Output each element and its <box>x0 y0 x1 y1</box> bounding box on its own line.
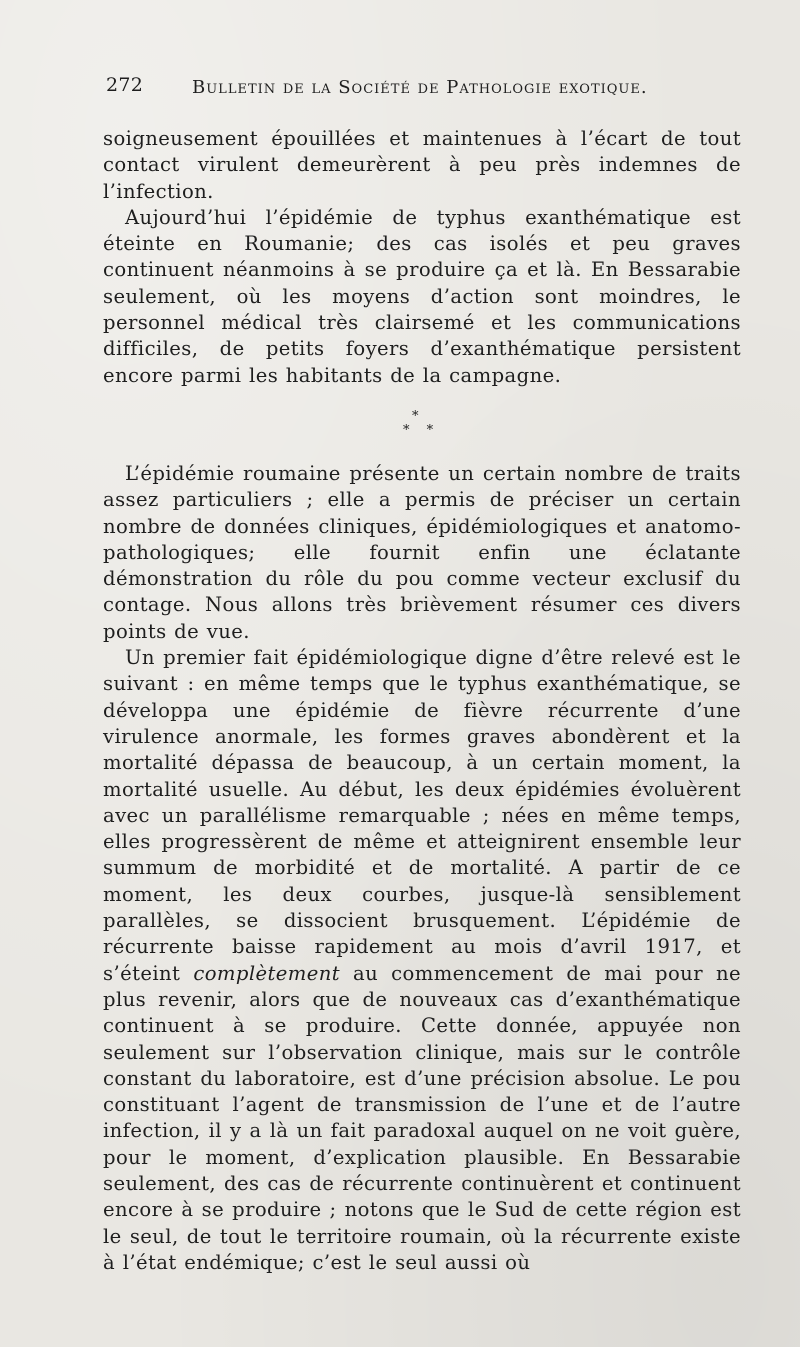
running-header <box>106 70 666 106</box>
paragraph-epidemic-status: Aujourd’hui l’épidémie de typhus exanthématique est éteinte en Roumanie; des cas isolés et peu graves continuent néanmoins à se produire ça et là. En Bessarabie seulement, où les moyens d’action sont moindres, le personnel médical très clairsemé et les communications difficiles, de petits foyers d’exanthématique persistent encore parmi les habitants de la campagne. <box>103 205 741 387</box>
paragraph-text-part-1: Un premier fait épidémiologique digne d’être relevé est le suivant : en même temps que le typhus exanthématique, se développa une épidémie de fièvre récurrente d’une virulence anormale, les formes graves abondèrent et la mortalité dépassa de beaucoup, à un certain moment, la mortalité usuelle. Au début, les deux épidémies évoluèrent avec un parallélisme remarquable ; nées en même temps, elles progressèrent de même et atteignirent ensemble leur summum de morbidité et de mortalité. A partir de ce moment, les deux courbes, jusque-là sensiblement parallèles, se dissocient brusquement. L’épidémie de récurrente baisse rapidement au mois d’avril 1917, et s’éteint <box>103 646 741 985</box>
paragraph-continuation: soigneusement épouillées et maintenues à l’écart de tout contact virulent demeurèrent à peu près indemnes de l’infection. <box>103 127 741 203</box>
body-text <box>103 126 741 1276</box>
paragraph-recurrent-fever <box>103 645 741 1276</box>
running-title: Bulletin de la Société de Pathologie exotique. <box>192 77 648 98</box>
section-separator <box>103 395 741 455</box>
asterism-top: * <box>412 408 419 424</box>
asterism-bottom: * * <box>403 422 440 438</box>
emphasis-completement: complètement <box>193 961 341 985</box>
paragraph-text-part-2: au commencement de mai pour ne plus revenir, alors que de nouveaux cas d’exanthématique continuent à se produire. Cette donnée, appuyée non seulement sur l’observation clinique, mais sur le contrôle constant du laboratoire, est d’une précision absolue. Le pou constituant l’agent de transmission de l’une et de l’autre infection, il y a là un fait paradoxal auquel on ne voit guère, pour le moment, d’explication plausible. En Bessarabie seulement, des cas de récurrente continuèrent et continuent encore à se produire ; notons que le Sud de cette région est le seul, de tout le territoire roumain, où la récurrente existe à l’état endémique; c’est le seul aussi où <box>103 961 741 1274</box>
paragraph-introduction: L’épidémie roumaine présente un certain nombre de traits assez particuliers ; elle a permis de préciser un certain nombre de données cliniques, épidémiologiques et anatomo-pathologiques; elle fournit enfin une éclatante démonstration du rôle du pou comme vecteur exclusif du contage. Nous allons très brièvement résumer ces divers points de vue. <box>103 461 741 643</box>
page-number: 272 <box>106 74 144 96</box>
